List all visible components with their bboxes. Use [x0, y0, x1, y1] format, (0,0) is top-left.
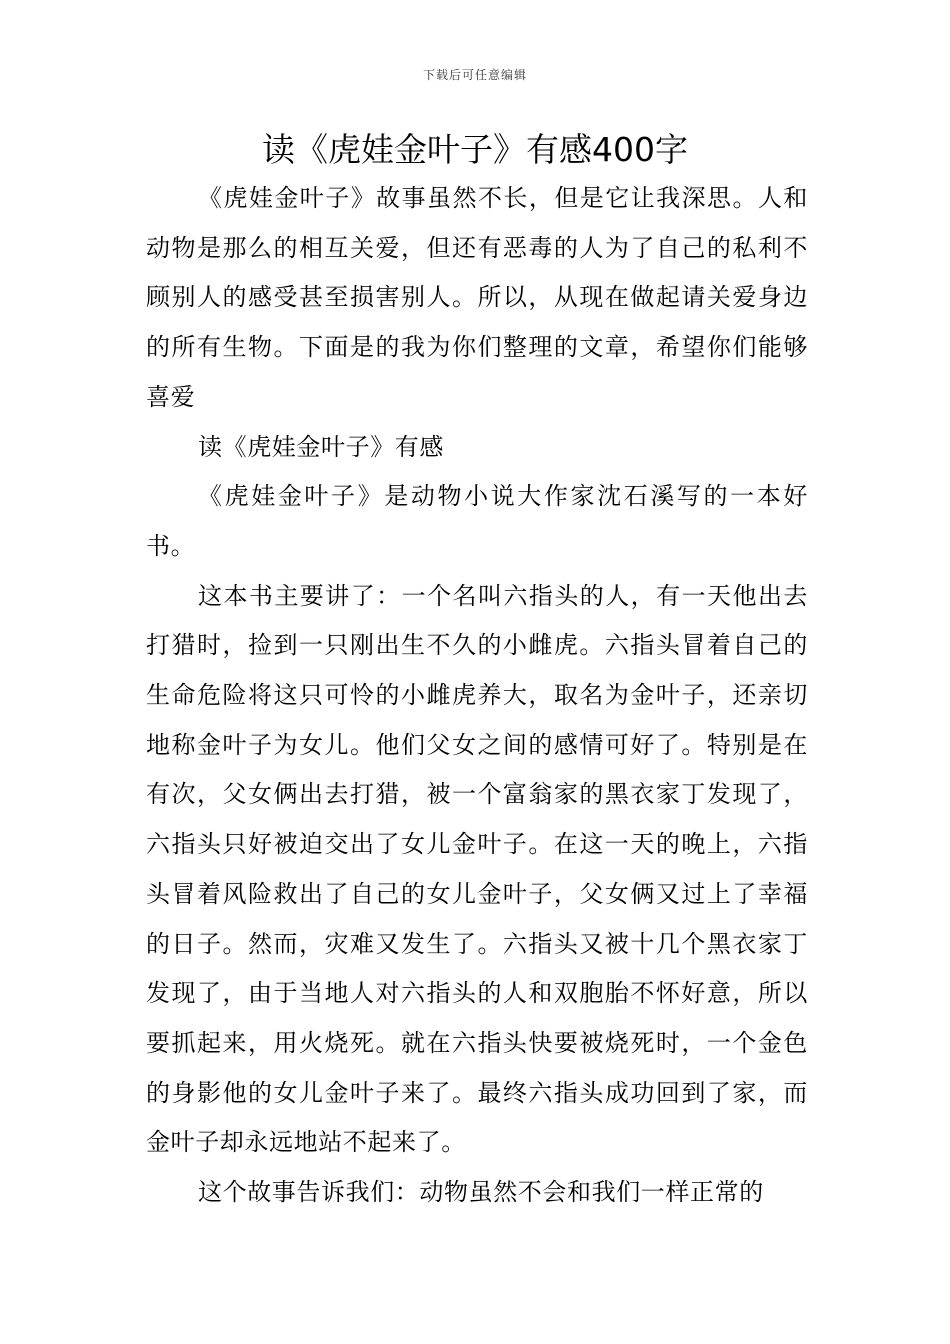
- header-note: 下载后可任意编辑: [422, 68, 527, 82]
- paragraph-lesson: 这个故事告诉我们：动物虽然不会和我们一样正常的: [198, 1178, 764, 1207]
- paragraph-intro: 《虎娃金叶子》故事虽然不长，但是它让我深思。人和动物是那么的相互关爱，但还有恶毒的人为了自己的私利不顾别人的感受甚至损害别人。所以，从现在做起请关爱身边的所有生物。下面是的我为你们整理的文章，希望你们能够喜爱: [146, 184, 808, 411]
- paragraph-book-intro: 《虎娃金叶子》是动物小说大作家沈石溪写的一本好书。: [146, 482, 808, 560]
- article-body: [146, 174, 808, 1218]
- paragraph-subheading: 读《虎娃金叶子》有感: [198, 432, 444, 461]
- page-title: 读《虎娃金叶子》有感400字: [262, 130, 688, 169]
- paragraph-story-summary: 这本书主要讲了：一个名叫六指头的人，有一天他出去打猎时，捡到一只刚出生不久的小雌虎。六指头冒着自己的生命危险将这只可怜的小雌虎养大，取名为金叶子，还亲切地称金叶子为女儿。他们父女之间的感情可好了。特别是在有次，父女俩出去打猎，被一个富翁家的黑衣家丁发现了，六指头只好被迫交出了女儿金叶子。在这一天的晚上，六指头冒着风险救出了自己的女儿金叶子，父女俩又过上了幸福的日子。然而，灾难又发生了。六指头又被十几个黑衣家丁发现了，由于当地人对六指头的人和双胞胎不怀好意，所以要抓起来，用火烧死。就在六指头快要被烧死时，一个金色的身影他的女儿金叶子来了。最终六指头成功回到了家，而金叶子却永远地站不起来了。: [146, 581, 808, 1157]
